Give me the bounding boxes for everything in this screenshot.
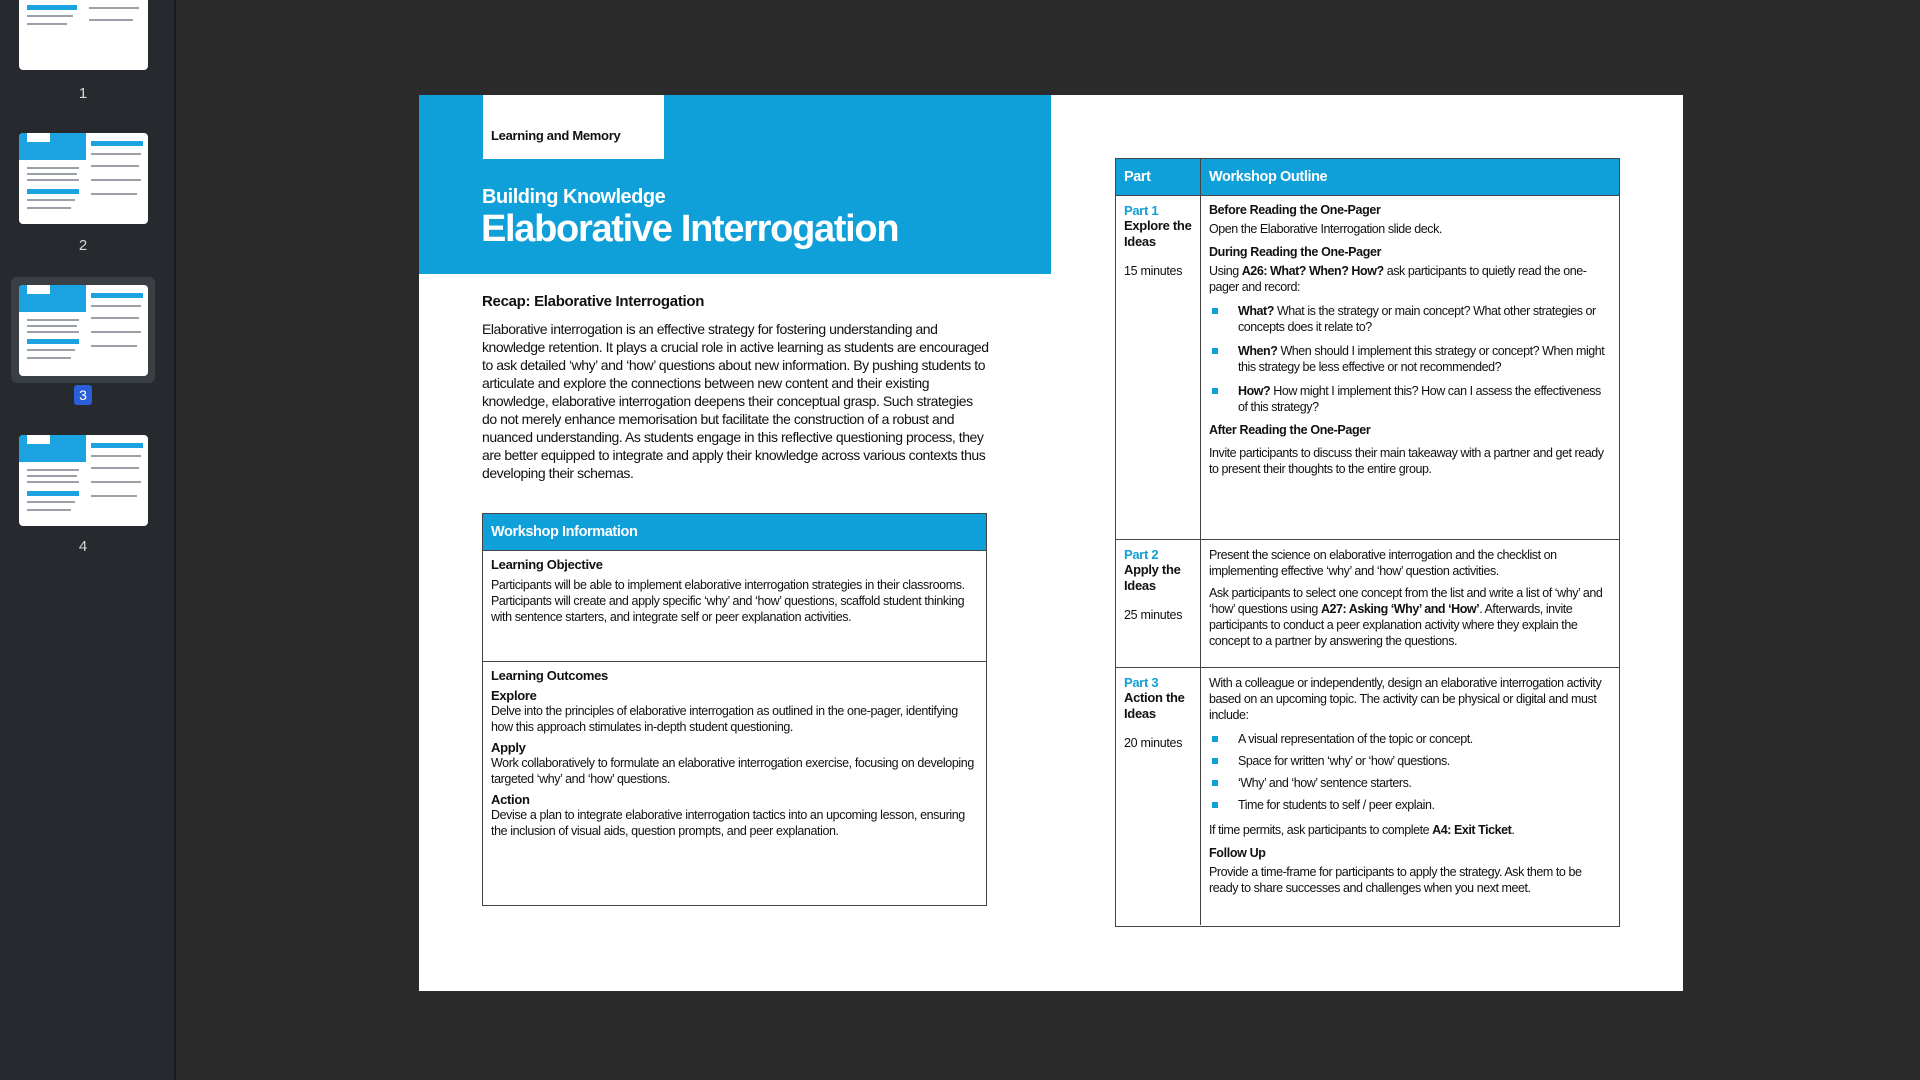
outline-cell: [1201, 540, 1619, 667]
learning-objective-section: [483, 551, 986, 662]
recap-body: Elaborative interrogation is an effective strategy for fostering understanding and knowledge retention. It plays a crucial role in active learning as students are encouraged to ask detailed ‘why’ and ‘how’ questions about new information. By pushing students to articulate and explore the connections between new content and their existing knowledge, elaborative interrogation deepens their conceptual grasp. Such strategies do not merely enhance memorisation but facilitate the construction of a robust and nuanced understanding. As students engage in this reflective questioning process, they are better equipped to integrate and apply their knowledge across various contexts thus developing their schemas.: [482, 321, 989, 481]
part-label: Part 2: [1124, 547, 1159, 562]
bullet-icon: [1212, 802, 1218, 808]
page-subtitle: Building Knowledge: [482, 186, 666, 208]
workshop-information-heading: Workshop Information: [483, 514, 986, 551]
part-cell: [1116, 196, 1201, 539]
after-reading-heading: After Reading the One-Pager: [1209, 423, 1371, 437]
before-reading-text: Open the Elaborative Interrogation slide deck.: [1209, 222, 1442, 236]
part-time: 20 minutes: [1124, 736, 1183, 750]
workshop-outline-table: [1115, 158, 1620, 927]
exit-ticket-text: If time permits, ask participants to complete A4: Exit Ticket.: [1209, 823, 1515, 837]
bullet-icon: [1212, 736, 1218, 742]
page-thumbnail-4[interactable]: [19, 435, 148, 526]
follow-up-text: Provide a time-frame for participants to apply the strategy. Ask them to be ready to share successes and challenges when you next meet.: [1209, 865, 1582, 895]
outcome-label-action: Action: [491, 792, 530, 807]
outline-row-part2: [1116, 540, 1619, 668]
part2-text-2: Ask participants to select one concept from the list and write a list of ‘why’ and ‘how’ questions using A27: Asking ‘Why’ and ‘How’. Afterwards, invite participants to conduct a peer explanation activity where they explain the concept to a partner by answering the questions.: [1209, 586, 1603, 648]
outline-cell: [1201, 668, 1619, 925]
list-item: A visual representation of the topic or concept.: [1209, 731, 1611, 747]
list-item: ‘Why’ and ‘how’ sentence starters.: [1209, 775, 1611, 791]
outcome-text-explore: Delve into the principles of elaborative interrogation as outlined in the one-pager, identifying how this approach stimulates in-depth student questioning.: [491, 704, 958, 734]
header-band: [419, 95, 1051, 274]
outcome-text-action: Devise a plan to integrate elaborative interrogation tactics into an upcoming lesson, ensuring the inclusion of visual aids, question prompts, and peer explanation.: [491, 808, 965, 838]
document-page: [419, 95, 1683, 991]
list-item: Time for students to self / peer explain.: [1209, 797, 1611, 813]
part3-intro: With a colleague or independently, design an elaborative interrogation activity based on an upcoming topic. The activity can be physical or digital and must include:: [1209, 676, 1602, 722]
bullet-icon: [1212, 780, 1218, 786]
list-item: Space for written ‘why’ or ‘how’ questions.: [1209, 753, 1611, 769]
outline-table-header: [1116, 159, 1619, 196]
part-time: 25 minutes: [1124, 608, 1183, 622]
outcome-label-apply: Apply: [491, 740, 526, 755]
part-label: Part 3: [1124, 675, 1159, 690]
outcome-label-explore: Explore: [491, 688, 537, 703]
page-number-label: 4: [78, 538, 88, 555]
before-reading-heading: Before Reading the One-Pager: [1209, 203, 1381, 217]
recap-heading: Recap: Elaborative Interrogation: [482, 293, 705, 310]
page-thumbnail-2[interactable]: [19, 133, 148, 224]
outline-row-part1: [1116, 196, 1619, 540]
follow-up-heading: Follow Up: [1209, 846, 1266, 860]
part-name: Apply the Ideas: [1124, 562, 1181, 593]
outline-cell: [1201, 196, 1619, 539]
column-header-outline: Workshop Outline: [1209, 169, 1328, 185]
part-name: Action the Ideas: [1124, 690, 1185, 721]
page-number-selected: 3: [74, 385, 92, 405]
category-tag: Learning and Memory: [483, 95, 664, 159]
bullet-icon: [1212, 348, 1218, 354]
bullet-icon: [1212, 758, 1218, 764]
page-thumbnail-1[interactable]: [19, 0, 148, 70]
bullet-icon: [1212, 308, 1218, 314]
learning-objective-label: Learning Objective: [491, 557, 603, 572]
learning-outcomes-section: [483, 662, 986, 845]
part2-text-1: Present the science on elaborative interrogation and the checklist on implementing effective ‘why’ and ‘how’ question activities.: [1209, 548, 1557, 578]
page-title: Elaborative Interrogation: [481, 208, 899, 250]
column-header-part: Part: [1116, 159, 1201, 195]
outline-row-part3: [1116, 668, 1619, 925]
part-cell: [1116, 668, 1201, 925]
during-reading-heading: During Reading the One-Pager: [1209, 245, 1382, 259]
part-time: 15 minutes: [1124, 264, 1183, 278]
list-item: How? How might I implement this? How can I assess the effectiveness of this strategy?: [1209, 383, 1611, 415]
page-number-label: 2: [78, 237, 88, 254]
list-item: What? What is the strategy or main concept? What other strategies or concepts does it relate to?: [1209, 303, 1611, 335]
part-cell: [1116, 540, 1201, 667]
bullet-icon: [1212, 388, 1218, 394]
page-thumbnail-3[interactable]: [19, 285, 148, 376]
learning-outcomes-label: Learning Outcomes: [491, 668, 608, 683]
page-number-label: 1: [78, 85, 88, 102]
workshop-information-box: [482, 513, 987, 906]
part-label: Part 1: [1124, 203, 1159, 218]
during-reading-text: Using A26: What? When? How? ask participants to quietly read the one-pager and record:: [1209, 264, 1587, 294]
part-name: Explore the Ideas: [1124, 218, 1192, 249]
page-thumbnail-sidebar: [0, 0, 176, 1080]
learning-objective-text: Participants will be able to implement elaborative interrogation strategies in their classrooms. Participants will create and apply specific ‘why’ and ‘how’ questions, scaffold student thinking with sentence starters, and integrate self or peer explanation activities.: [491, 578, 965, 624]
list-item: When? When should I implement this strategy or concept? When might this strategy be less effective or not recommended?: [1209, 343, 1611, 375]
outcome-text-apply: Work collaboratively to formulate an elaborative interrogation exercise, focusing on developing targeted ‘why’ and ‘how’ questions.: [491, 756, 974, 786]
after-reading-text: Invite participants to discuss their main takeaway with a partner and get ready to present their thoughts to the entire group.: [1209, 446, 1604, 476]
